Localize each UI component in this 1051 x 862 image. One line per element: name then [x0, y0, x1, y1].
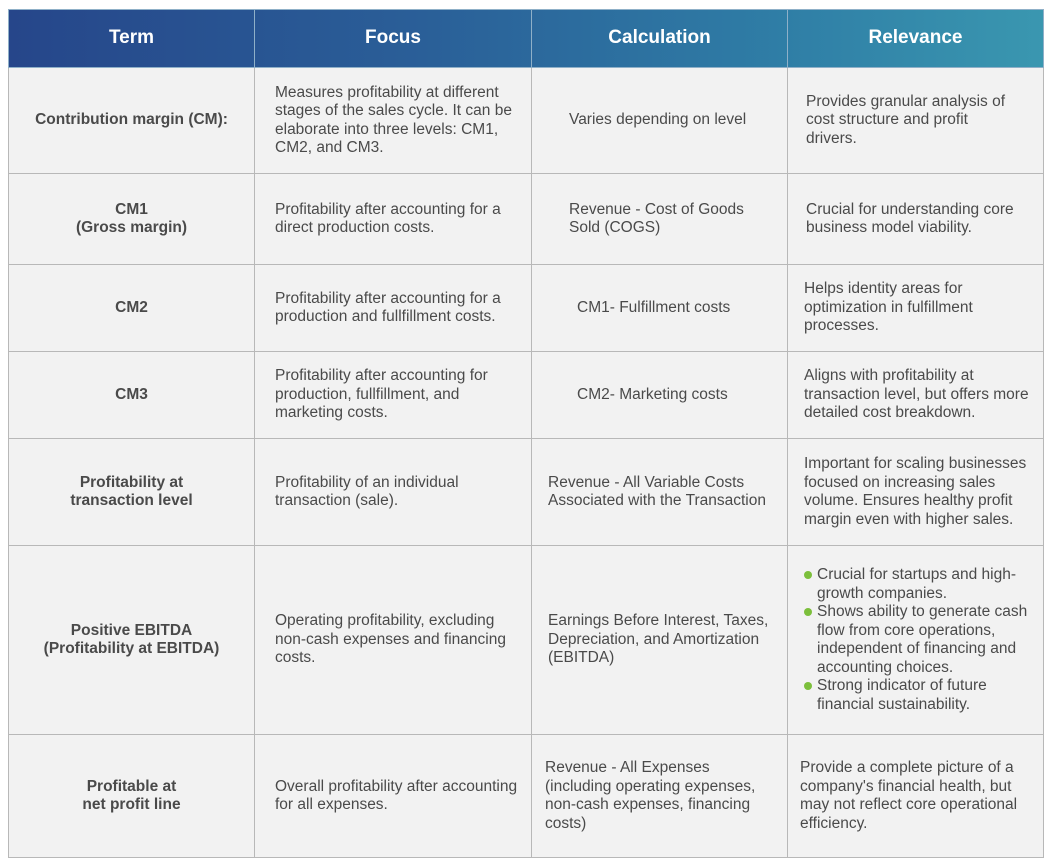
- table-row: [9, 265, 1044, 352]
- table-header-row: [9, 10, 1044, 68]
- term-cell: [9, 174, 255, 265]
- calculation-cell: Revenue - All Expenses (including operating expenses, non-cash expenses, financing costs): [532, 735, 788, 858]
- relevance-cell: Crucial for understanding core business model viability.: [788, 174, 1044, 265]
- term-cell: [9, 546, 255, 735]
- relevance-bullet-list: [804, 566, 1037, 714]
- term-cell: [9, 265, 255, 352]
- calculation-cell: Varies depending on level: [532, 68, 788, 174]
- calculation-cell: Revenue - All Variable Costs Associated with the Transaction: [532, 439, 788, 546]
- term-label: Contribution margin (CM):: [35, 111, 228, 129]
- term-label: CM1 (Gross margin): [75, 200, 188, 236]
- term-label: Profitability at transaction level: [70, 473, 193, 509]
- bullet-text: Shows ability to generate cash flow from core operations, independent of financing and accounting choices.: [817, 603, 1028, 676]
- term-cell: [9, 352, 255, 439]
- relevance-cell: Provide a complete picture of a company's financial health, but may not reflect core operational efficiency.: [788, 735, 1044, 858]
- bullet-dot-icon: [804, 608, 812, 616]
- term-cell: [9, 439, 255, 546]
- bullet-dot-icon: [804, 571, 812, 579]
- focus-cell: Profitability of an individual transaction (sale).: [255, 439, 532, 546]
- term-label: Positive EBITDA (Profitability at EBITDA): [43, 621, 220, 657]
- term-cell: [9, 735, 255, 858]
- header-calculation: Calculation: [532, 10, 788, 68]
- relevance-cell: Provides granular analysis of cost structure and profit drivers.: [788, 68, 1044, 174]
- profitability-table-container: [8, 9, 1043, 857]
- bullet-text: Strong indicator of future financial sustainability.: [817, 677, 987, 713]
- calculation-cell: CM2- Marketing costs: [532, 352, 788, 439]
- header-relevance: Relevance: [788, 10, 1044, 68]
- term-label: CM3: [115, 385, 148, 403]
- relevance-cell: Aligns with profitability at transaction level, but offers more detailed cost breakdown.: [788, 352, 1044, 439]
- focus-cell: Operating profitability, excluding non-cash expenses and financing costs.: [255, 546, 532, 735]
- term-label: CM2: [115, 298, 148, 316]
- table-row: [9, 174, 1044, 265]
- focus-cell: Overall profitability after accounting for all expenses.: [255, 735, 532, 858]
- relevance-cell: Important for scaling businesses focused on increasing sales volume. Ensures healthy profit margin even with higher sales.: [788, 439, 1044, 546]
- header-focus: Focus: [255, 10, 532, 68]
- header-term: Term: [9, 10, 255, 68]
- calculation-cell: Earnings Before Interest, Taxes, Depreciation, and Amortization (EBITDA): [532, 546, 788, 735]
- term-label: Profitable at net profit line: [82, 777, 181, 813]
- bullet-item: [804, 603, 1037, 677]
- table-row: [9, 546, 1044, 735]
- focus-cell: Measures profitability at different stages of the sales cycle. It can be elaborate into three levels: CM1, CM2, and CM3.: [255, 68, 532, 174]
- term-cell: [9, 68, 255, 174]
- table-row: [9, 352, 1044, 439]
- table-row: [9, 439, 1044, 546]
- profitability-metrics-table: [8, 9, 1044, 858]
- relevance-cell: Helps identity areas for optimization in fulfillment processes.: [788, 265, 1044, 352]
- bullet-dot-icon: [804, 682, 812, 690]
- bullet-text: Crucial for startups and high-growth companies.: [817, 566, 1017, 602]
- focus-cell: Profitability after accounting for production, fullfillment, and marketing costs.: [255, 352, 532, 439]
- calculation-cell: Revenue - Cost of Goods Sold (COGS): [532, 174, 788, 265]
- table-row: [9, 735, 1044, 858]
- focus-cell: Profitability after accounting for a production and fullfillment costs.: [255, 265, 532, 352]
- calculation-cell: CM1- Fulfillment costs: [532, 265, 788, 352]
- focus-cell: Profitability after accounting for a direct production costs.: [255, 174, 532, 265]
- bullet-item: [804, 566, 1037, 603]
- relevance-cell: [788, 546, 1044, 735]
- bullet-item: [804, 677, 1037, 714]
- table-row: [9, 68, 1044, 174]
